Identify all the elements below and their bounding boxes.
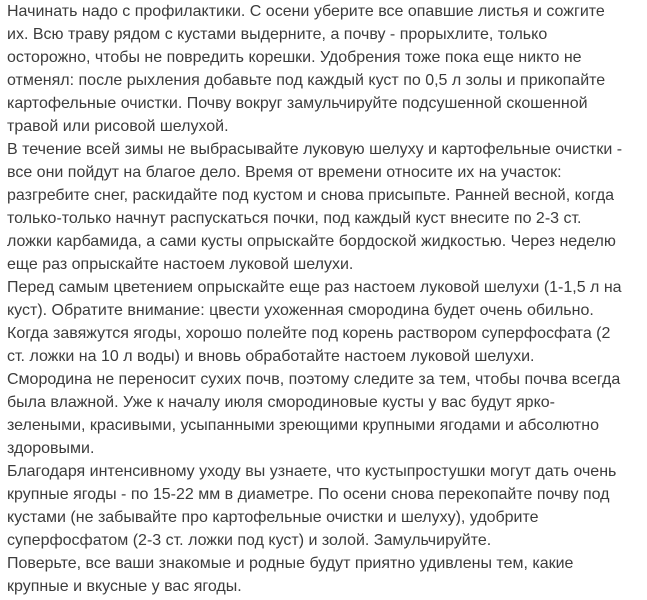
paragraph-flowering-care: Перед самым цветением опрыскайте еще раз настоем луковой шелухи (1-1,5 л на куст). Обратите внимание: цвести ухоженная смородина будет очень обильно. Когда завяжутся ягоды, хорошо полейте под корень раствором суперфосфата (2 ст. ложки на 10 л воды) и вновь обработайте настоем луковой шелухи. — [7, 279, 622, 365]
paragraph-autumn-prevention: Начинать надо с профилактики. С осени уберите все опавшие листья и сожгите их. Всю траву рядом с кустами выдерните, а почву - прорыхлите, только осторожно, чтобы не повредить корешки. Удобрения тоже пока еще никто не отменял: после рыхления добавьте под каждый куст по 0,5 л золы и прикопайте картофельные очистки. Почву вокруг замульчируйте подсушенной скошенной травой или рисовой шелухой. — [7, 3, 606, 135]
paragraph-conclusion: Поверьте, все ваши знакомые и родные будут приятно удивлены тем, какие крупные и вкусные у вас ягоды. — [7, 555, 574, 595]
paragraph-berry-size: Благодаря интенсивному уходу вы узнаете, что кустыпростушки могут дать очень крупные ягоды - по 15-22 мм в диаметре. По осени снова перекопайте почву под кустами (не забывайте про картофельные очистки и шелуху), удобрите суперфосфатом (2-3 ст. ложки под куст) и золой. Замульчируйте. — [7, 463, 617, 549]
paragraph-winter-spring-care: В течение всей зимы не выбрасывайте луковую шелуху и картофельные очистки - все они пойдут на благое дело. Время от времени относите их на участок: разгребите снег, раскидайте под кустом и снова присыпьте. Ранней весной, когда только-только начнут распускаться почки, под каждый куст внесите по 2-3 ст. ложки карбамида, а сами кусты опрыскайте бордоской жидкостью. Через неделю еще раз опрыскайте настоем луковой шелухи. — [7, 141, 623, 273]
paragraph-watering: Смородина не переносит сухих почв, поэтому следите за тем, чтобы почва всегда была влажной. Уже к началу июля смородиновые кусты у вас будут ярко- зелеными, красивыми, усыпанными зреющими крупными ягодами и абсолютно здоровыми. — [7, 371, 621, 457]
